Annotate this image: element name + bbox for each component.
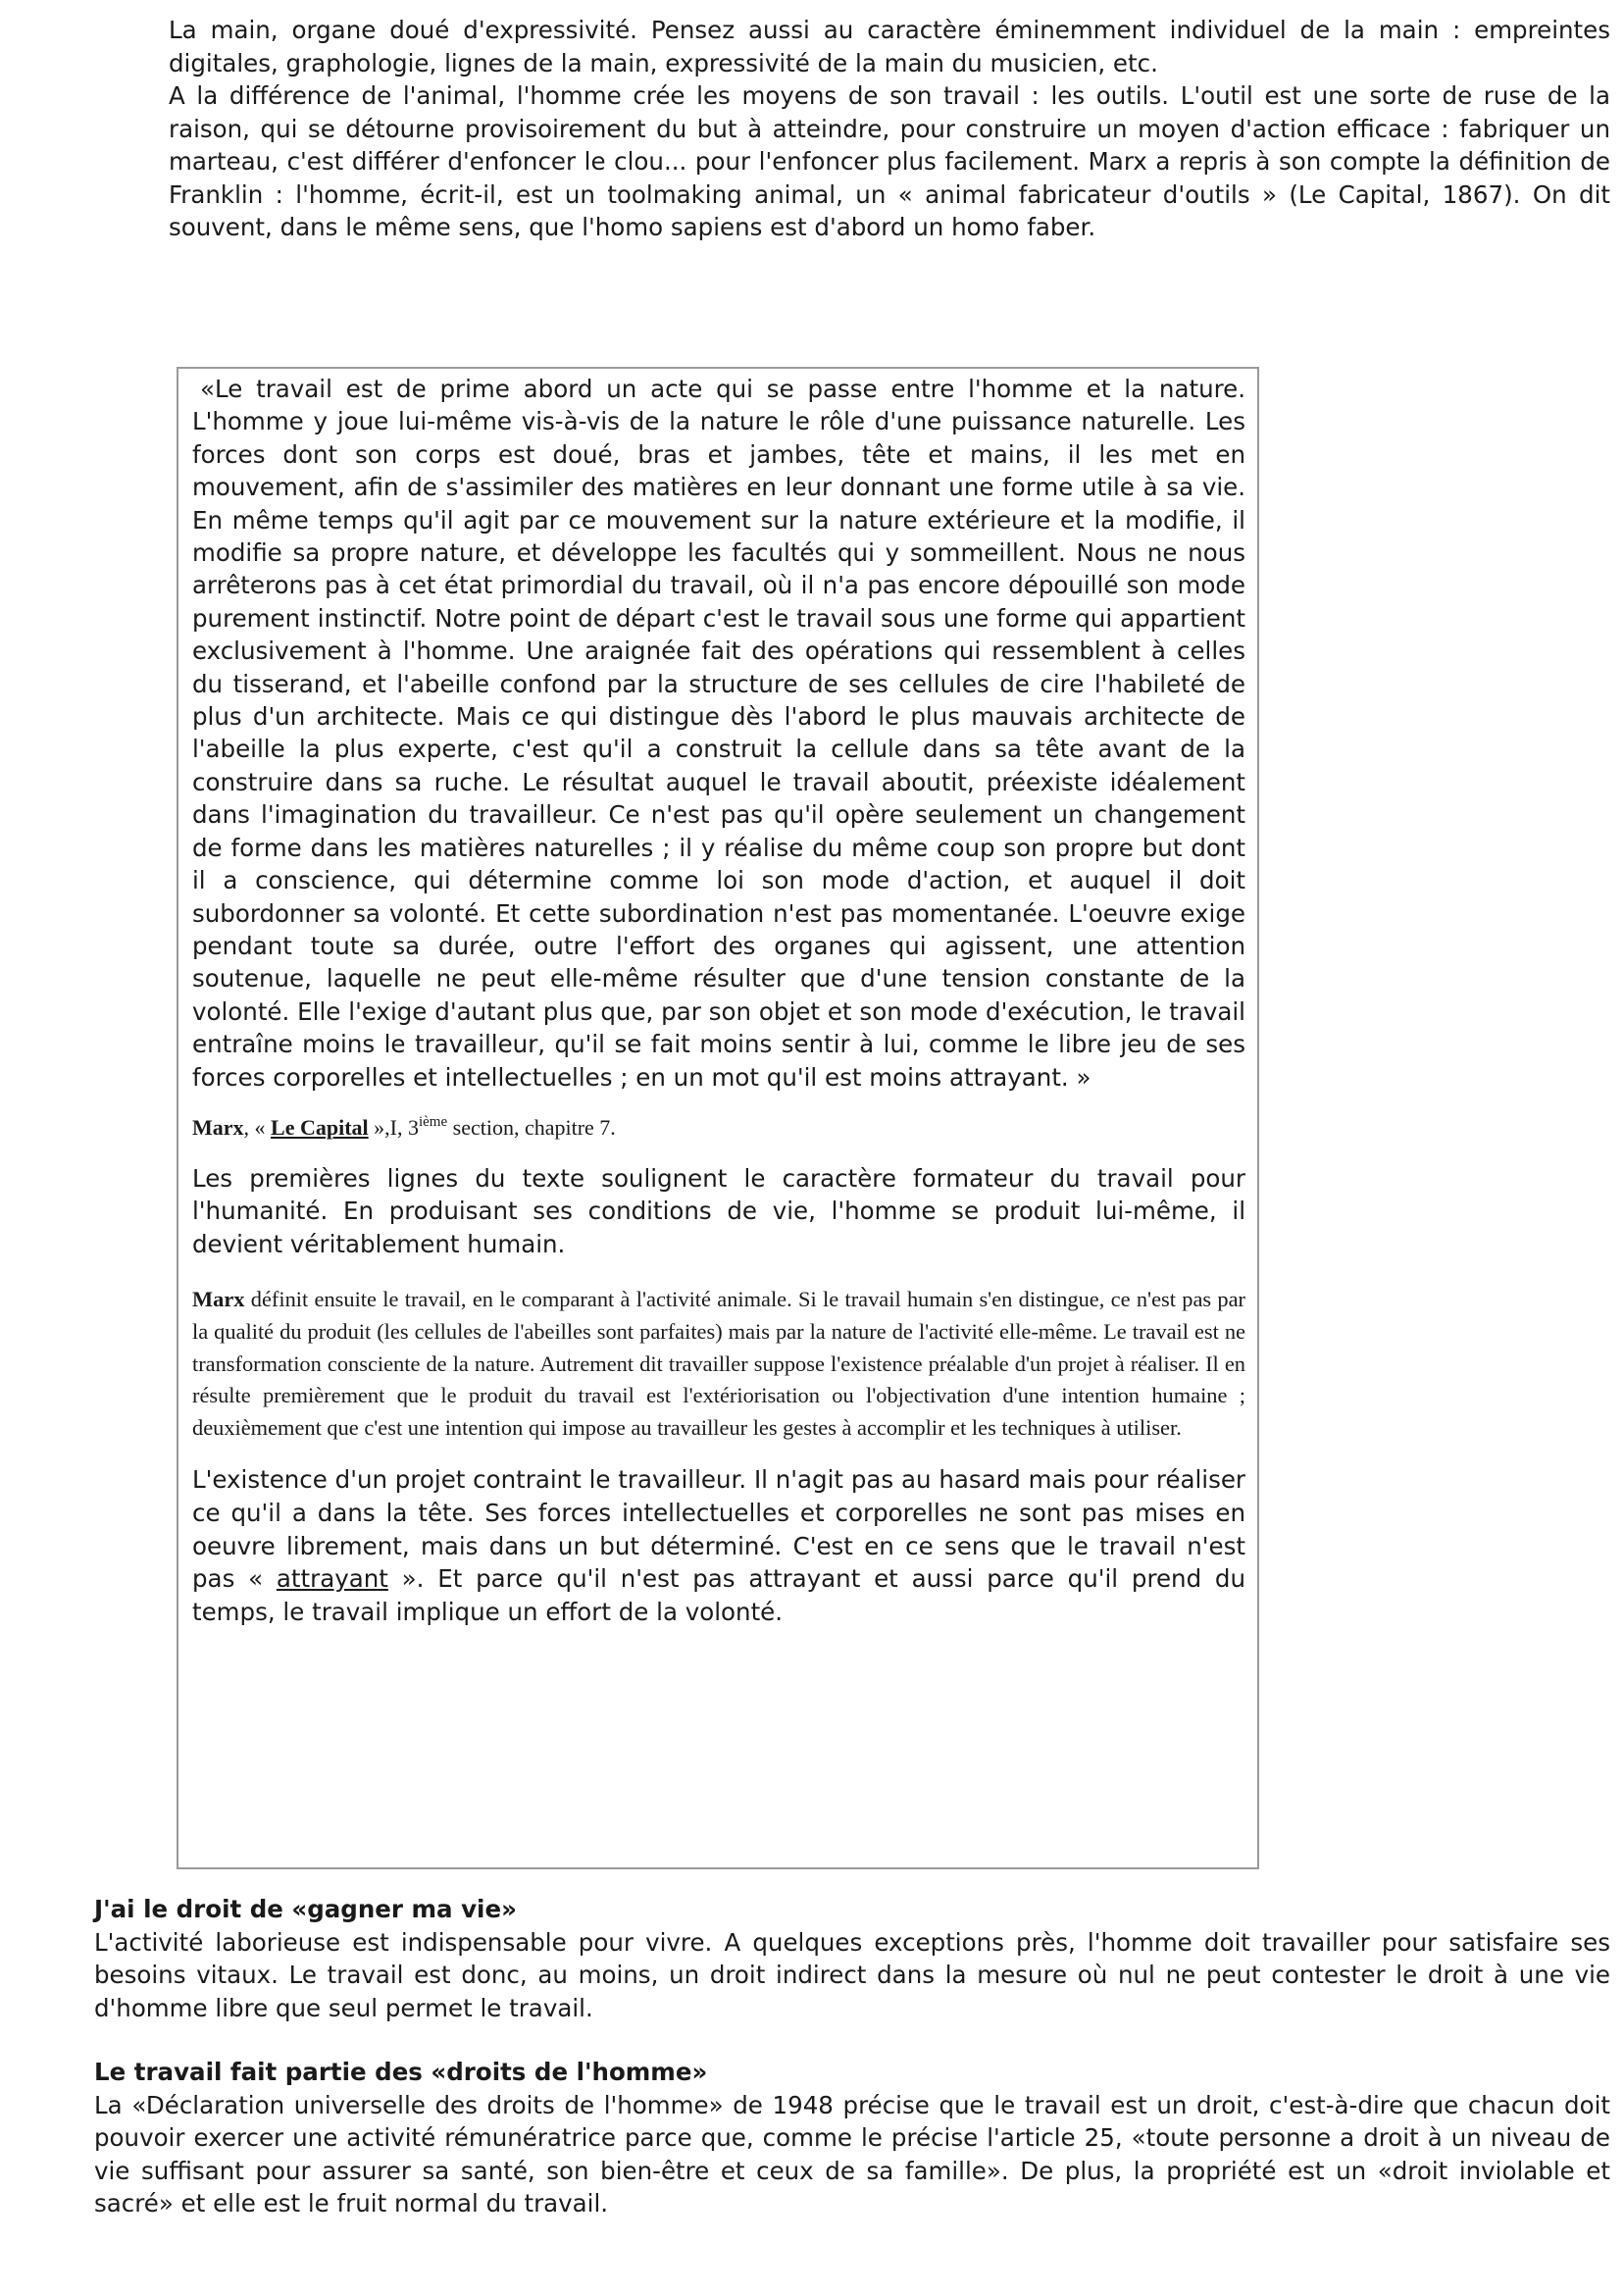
definition-text: définit ensuite le travail, en le comparant à l'activité animale. Si le travail humain s'en distingue, ce n'est pas par la qualité du produit (les cellules de l'abeilles sont parfaites) mais par la nature de l'activité elle-même. Le travail est ne transformation consciente de la nature. Autrement dit travailler suppose l'existence préalable d'un projet à réaliser. Il en résulte premièrement que le produit du travail est l'extériorisation ou l'objectivation d'une intention humaine ; deuxièmement que c'est une intention qui impose au travailleur les gestes à accomplir et les techniques à utiliser.: [192, 1287, 1245, 1440]
intro-paragraph-hand: La main, organe doué d'expressivité. Pensez aussi au caractère éminemment individuel de la main : empreintes digitales, graphologie, lignes de la main, expressivité de la main du musicien, etc.: [169, 16, 1610, 77]
marx-definition-paragraph: [192, 1284, 1245, 1444]
section-gagner-ma-vie: [94, 1893, 1610, 2024]
section-droits-de-l-homme: [94, 2056, 1610, 2220]
quote-citation: [192, 1113, 1245, 1143]
project-constraint-paragraph: [192, 1463, 1245, 1628]
final-text-before: L'existence d'un projet contraint le travailleur. Il n'agit pas au hasard mais pour réaliser ce qu'il a dans la tête. Ses forces intellectuelles et corporelles ne sont pas mises en oeuvre librement, mais dans un but déterminé. C'est en ce sens que le travail n'est pas «: [192, 1465, 1245, 1594]
attrayant-link[interactable]: attrayant: [276, 1564, 388, 1594]
section-text: L'activité laborieuse est indispensable pour vivre. A quelques exceptions près, l'homme doit travailler pour satisfaire ses besoins vitaux. Le travail est donc, au moins, un droit indirect dans la mesure où nul ne peut contester le droit à une vie d'homme libre que seul permet le travail.: [94, 1927, 1610, 2022]
marx-quote: «Le travail est de prime abord un acte qui se passe entre l'homme et la nature. L'homme y joue lui-même vis-à-vis de la nature le rôle d'une puissance naturelle. Les forces dont son corps est doué, bras et jambes, tête et mains, il les met en mouvement, afin de s'assimiler des matières en leur donnant une forme utile à sa vie. En même temps qu'il agit par ce mouvement sur la nature extérieure et la modifie, il modifie sa propre nature, et développe les facultés qui y sommeillent. Nous ne nous arrêterons pas à cet état primordial du travail, où il n'a pas encore dépouillé son mode purement instinctif. Notre point de départ c'est le travail sous une forme qui appartient exclusivement à l'homme. Une araignée fait des opérations qui ressemblent à celles du tisserand, et l'abeille confond par la structure de ses cellules de cire l'habileté de plus d'un architecte. Mais ce qui distingue dès l'abord le plus mauvais architecte de l'abeille la plus experte, c'est qu'il a construit la cellule dans sa tête avant de la construire dans sa ruche. Le résultat auquel le travail aboutit, préexiste idéalement dans l'imagination du travailleur. Ce n'est pas qu'il opère seulement un changement de forme dans les matières naturelles ; il y réalise du même coup son propre but dont il a conscience, qui détermine comme loi son mode d'action, et auquel il doit subordonner sa volonté. Et cette subordination n'est pas momentanée. L'oeuvre exige pendant toute sa durée, outre l'effort des organes qui agissent, une attention soutenue, laquelle ne peut elle-même résulter que d'une tension constante de la volonté. Elle l'exige d'autant plus que, par son objet et son mode d'exécution, le travail entraîne moins le travailleur, qu'il se fait moins sentir à lui, comme le libre jeu de ses forces corporelles et intellectuelles ; en un mot qu'il est moins attrayant. »: [192, 375, 1245, 1092]
marx-quote-box: [177, 367, 1259, 1869]
citation-after-book: »,I, 3: [368, 1114, 419, 1140]
definition-author: Marx: [192, 1287, 245, 1312]
intro-section: [169, 14, 1610, 244]
citation-author: Marx: [192, 1114, 244, 1140]
citation-book-link[interactable]: Le Capital: [271, 1114, 369, 1140]
section-heading: J'ai le droit de «gagner ma vie»: [94, 1895, 517, 1923]
section-text: La «Déclaration universelle des droits de l'homme» de 1948 précise que le travail est un droit, c'est-à-dire que chacun doit pouvoir exercer une activité rémunératrice parce que, comme le précise l'article 25, «toute personne a droit à un niveau de vie suffisant pour assurer sa santé, son bien-être et ceux de sa famille». De plus, la propriété est un «droit inviolable et sacré» et elle est le fruit normal du travail.: [94, 2090, 1610, 2218]
citation-rest: section, chapitre 7.: [447, 1114, 616, 1140]
intro-paragraph-tools: A la différence de l'animal, l'homme crée les moyens de son travail : les outils. L'outil est une sorte de ruse de la raison, qui se détourne provisoirement du but à atteindre, pour construire un moyen d'action efficace : fabriquer un marteau, c'est différer d'enfoncer le clou... pour l'enfoncer plus facilement. Marx a repris à son compte la définition de Franklin : l'homme, écrit-il, est un toolmaking animal, un « animal fabricateur d'outils » (Le Capital, 1867). On dit souvent, dans le même sens, que l'homo sapiens est d'abord un homo faber.: [169, 81, 1610, 241]
citation-open: , «: [243, 1114, 272, 1140]
citation-sup: ième: [418, 1113, 448, 1130]
quote-commentary: Les premières lignes du texte soulignent le caractère formateur du travail pour l'humanité. En produisant ses conditions de vie, l'homme se produit lui-même, il devient véritablement humain.: [192, 1163, 1245, 1258]
final-text-after: ». Et parce qu'il n'est pas attrayant et aussi parce qu'il prend du temps, le travail implique un effort de la volonté.: [192, 1564, 1245, 1626]
section-heading: Le travail fait partie des «droits de l'homme»: [94, 2058, 708, 2086]
